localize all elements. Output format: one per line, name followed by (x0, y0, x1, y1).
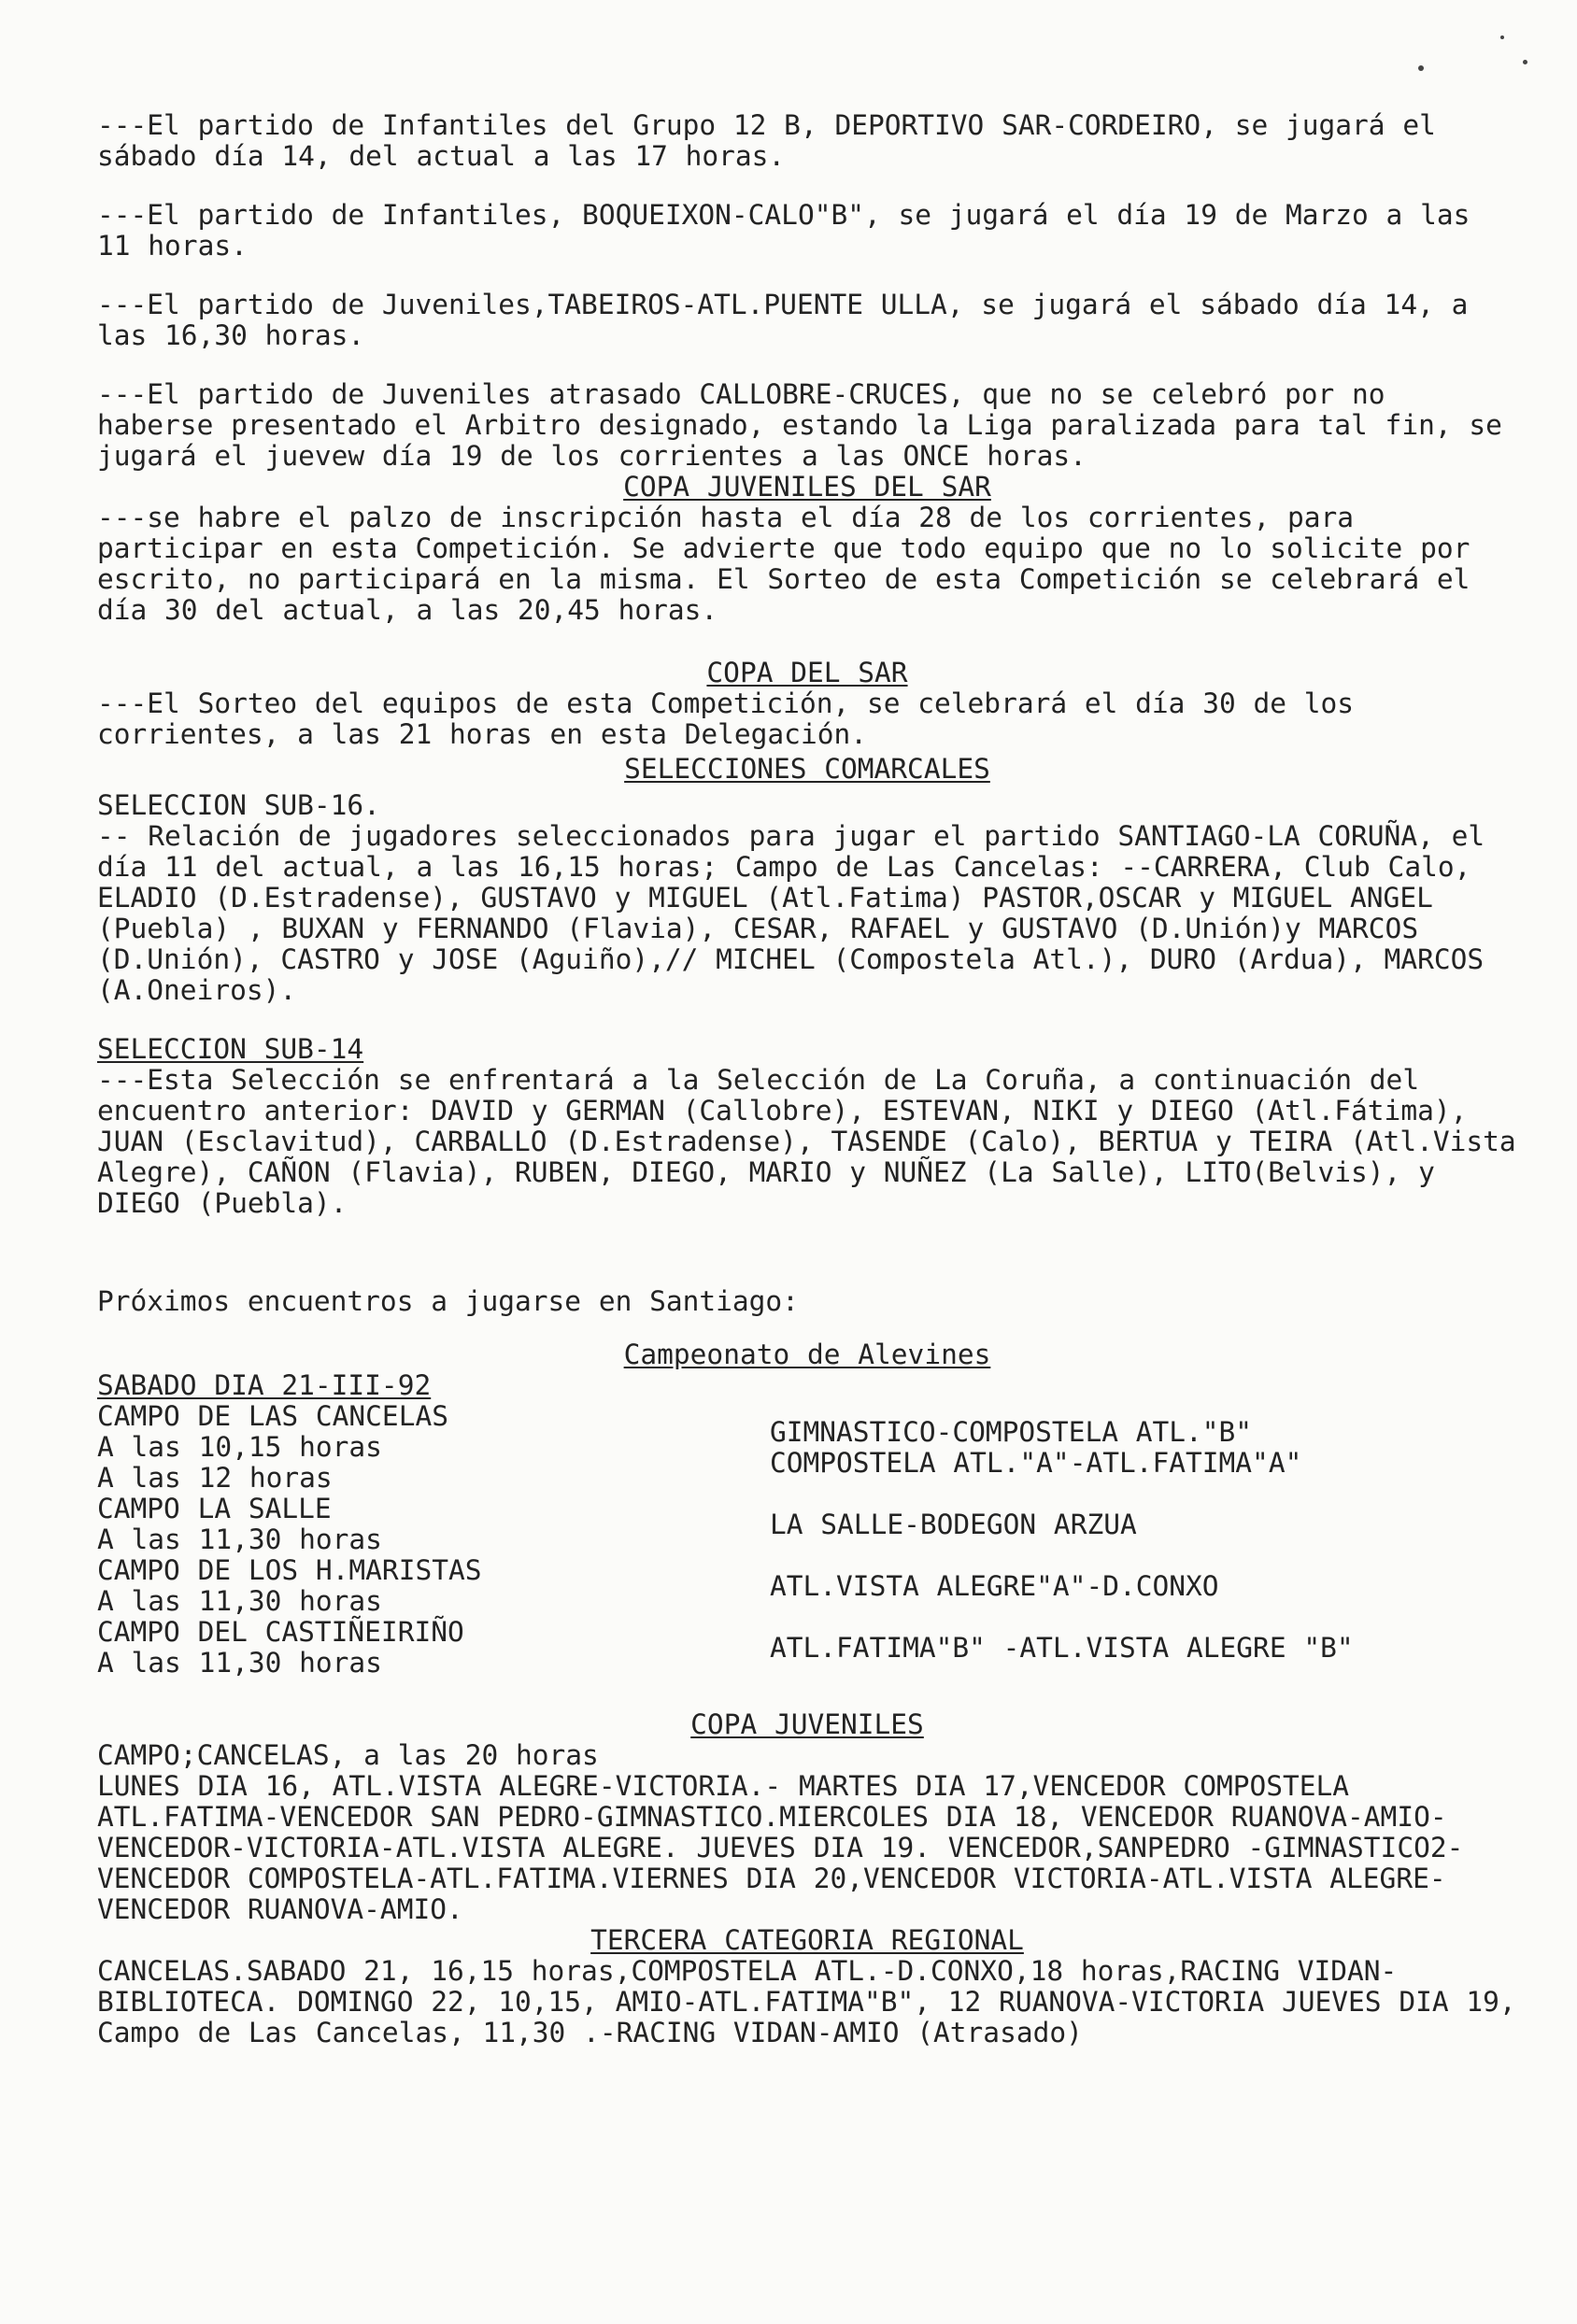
venue-line: CAMPO DE LAS CANCELAS (97, 1400, 448, 1432)
time-line: A las 11,30 horas (97, 1647, 382, 1679)
match-line: GIMNASTICO-COMPOSTELA ATL."B" (770, 1416, 1253, 1448)
proximos-intro: Próximos encuentros a jugarse en Santiago: (97, 1285, 799, 1317)
heading-copa-juveniles: COPA JUVENILES (690, 1708, 924, 1740)
copa-sar-text: ---El Sorteo del equipos de esta Competición, se celebrará el día 30 de los corrientes, a las 21 horas en esta Delegación. (97, 687, 1371, 750)
notice-infantiles-sar-cordeiro: ---El partido de Infantiles del Grupo 12 B, DEPORTIVO SAR-CORDEIRO, se jugará el sábado día 14, del actual a las 17 horas. (97, 109, 1454, 172)
heading-alevines: Campeonato de Alevines (623, 1339, 991, 1370)
sub14-text: ---Esta Selección se enfrentará a la Selección de La Coruña, a continuación del encuentro anterior: DAVID y GERMAN (Callobre), ESTEVAN, NIKI y DIEGO (Atl.Fátima), JUAN (Esclavitud), CARBALLO (D.Estradense), TASENDE (Calo), BERTUA y TEIRA (Atl.Vista Alegre), CAÑON (Flavia), RUBEN, DIEGO, MARIO y NUÑEZ (La Salle), LITO(Belvis), y DIEGO (Puebla). (97, 1064, 1534, 1219)
notice-juveniles-tabeiros: ---El partido de Juveniles,TABEIROS-ATL.PUENTE ULLA, se jugará el sábado día 14, a las 16,30 horas. (97, 289, 1486, 351)
time-line: A las 12 horas (97, 1462, 333, 1494)
match-line: LA SALLE-BODEGON ARZUA (770, 1509, 1137, 1540)
notice-infantiles-boqueixon: ---El partido de Infantiles, BOQUEIXON-CALO"B", se jugará el día 19 de Marzo a las 11 horas. (97, 199, 1488, 262)
match-line: ATL.VISTA ALEGRE"A"-D.CONXO (770, 1570, 1219, 1602)
time-line: A las 11,30 horas (97, 1585, 382, 1617)
sub14-title: SELECCION SUB-14 (97, 1033, 364, 1065)
notice-juveniles-callobre: ---El partido de Juveniles atrasado CALLOBRE-CRUCES, que no se celebró por no haberse presentado el Arbitro designado, estando la Liga paralizada para tal fin, se jugará el juevew día 19 de los corrientes a las ONCE horas. (97, 378, 1520, 472)
heading-tercera-categoria: TERCERA CATEGORIA REGIONAL (590, 1924, 1024, 1956)
schedule-venues (97, 1401, 770, 1679)
venue-line: CAMPO DEL CASTIÑEIRIÑO (97, 1616, 464, 1648)
heading-copa-sar: COPA DEL SAR (706, 657, 908, 688)
alevines-schedule (97, 1401, 1517, 1709)
match-line: ATL.FATIMA"B" -ATL.VISTA ALEGRE "B" (770, 1632, 1354, 1664)
venue-line: CAMPO DE LOS H.MARISTAS (97, 1554, 482, 1586)
schedule-date: SABADO DIA 21-III-92 (97, 1369, 432, 1401)
copa-juveniles-sar-text: ---se habre el palzo de inscripción hasta el día 28 de los corrientes, para participar en esta Competición. Se advierte que todo equipo que no lo solicite por escrito, no participará en la misma. El Sorteo de esta Competición se celebrará el día 30 del actual, a las 20,45 horas. (97, 502, 1488, 626)
tercera-text: CANCELAS.SABADO 21, 16,15 horas,COMPOSTELA ATL.-D.CONXO,18 horas,RACING VIDAN-BIBLIOTECA. DOMINGO 22, 10,15, AMIO-ATL.FATIMA"B", 12 RUANOVA-VICTORIA JUEVES DIA 19, Campo de Las Cancelas, 11,30 .-RACING VIDAN-AMIO (Atrasado) (97, 1955, 1534, 2048)
heading-copa-juveniles-sar: COPA JUVENILES DEL SAR (623, 471, 991, 503)
heading-selecciones: SELECCIONES COMARCALES (624, 753, 990, 785)
time-line: A las 10,15 horas (97, 1431, 382, 1463)
match-line: COMPOSTELA ATL."A"-ATL.FATIMA"A" (770, 1447, 1302, 1479)
copa-juveniles-text: CAMPO;CANCELAS, a las 20 horas LUNES DIA 16, ATL.VISTA ALEGRE-VICTORIA.- MARTES DIA 17,VENCEDOR COMPOSTELA ATL.FATIMA-VENCEDOR SAN PEDRO-GIMNASTICO.MIERCOLES DIA 18, VENCEDOR RUANOVA-AMIO- VENCEDOR-VICTORIA-ATL.VISTA ALEGRE. JUEVES DIA 19. VENCEDOR,SANPEDRO -GIMNASTICO2-VENCEDOR COMPOSTELA-ATL.FATIMA.VIERNES DIA 20,VENCEDOR VICTORIA-ATL.VISTA ALEGRE-VENCEDOR RUANOVA-AMIO. (97, 1739, 1464, 1925)
ink-speck (1500, 35, 1504, 39)
time-line: A las 11,30 horas (97, 1523, 382, 1555)
ink-speck (1418, 65, 1424, 71)
sub16-text: -- Relación de jugadores seleccionados para jugar el partido SANTIAGO-LA CORUÑA, el día 11 del actual, a las 16,15 horas; Campo de Las Cancelas: --CARRERA, Club Calo, ELADIO (D.Estradense), GUSTAVO y MIGUEL (Atl.Fatima) PASTOR,OSCAR y MIGUEL ANGEL (Puebla) , BUXAN y FERNANDO (Flavia), CESAR, RAFAEL y GUSTAVO (D.Unión)y MARCOS (D.Unión), CASTRO y JOSE (Aguiño),// MICHEL (Compostela Atl.), DURO (Ardua), MARCOS (A.Oneiros). (97, 820, 1502, 1006)
document-body (97, 109, 1534, 2048)
sub16-title: SELECCION SUB-16. (97, 789, 380, 821)
venue-line: CAMPO LA SALLE (97, 1493, 332, 1524)
ink-speck (1523, 60, 1527, 64)
